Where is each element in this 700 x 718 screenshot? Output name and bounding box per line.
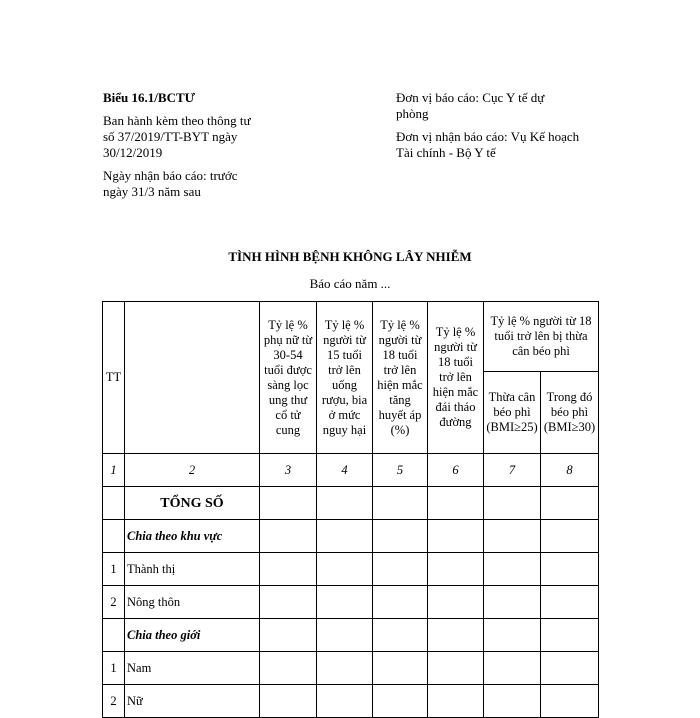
deadline-line-1: Ngày nhận báo cáo: trước (103, 168, 238, 183)
header-col-3: Tỷ lệ % phụ nữ từ 30-54 tuổi được sàng lọc ung thư cổ tử cung (260, 302, 317, 454)
data-cell[interactable] (260, 586, 317, 619)
data-cell[interactable] (428, 520, 484, 553)
data-cell[interactable] (373, 652, 428, 685)
section-sex-row (103, 619, 599, 652)
data-cell[interactable] (260, 652, 317, 685)
data-cell[interactable] (541, 586, 599, 619)
row-label: Thành thị (125, 553, 260, 586)
row-label: Nữ (125, 685, 260, 718)
report-table (102, 301, 599, 718)
table-row (103, 685, 599, 718)
row-number: 2 (103, 685, 125, 718)
data-cell[interactable] (260, 520, 317, 553)
column-number: 1 (103, 454, 125, 487)
issued-line-1: Ban hành kèm theo thông tư (103, 113, 251, 128)
data-cell[interactable] (373, 685, 428, 718)
data-cell[interactable] (541, 487, 599, 520)
receiving-unit-line-2: Tài chính - Bộ Y tế (396, 145, 496, 160)
header-col-5: Tỷ lệ % người từ 18 tuổi trở lên hiện mắc tăng huyết áp (%) (373, 302, 428, 454)
table-row (103, 553, 599, 586)
table-row (103, 652, 599, 685)
report-title: TÌNH HÌNH BỆNH KHÔNG LÂY NHIỄM (228, 249, 472, 264)
section-area-row (103, 520, 599, 553)
data-cell[interactable] (484, 685, 541, 718)
data-cell[interactable] (428, 487, 484, 520)
data-cell[interactable] (541, 652, 599, 685)
section-area-label: Chia theo khu vực (125, 520, 260, 553)
form-code: Biểu 16.1/BCTƯ (103, 90, 195, 105)
data-cell[interactable] (260, 553, 317, 586)
row-number: 2 (103, 586, 125, 619)
issued-line-3: 30/12/2019 (103, 145, 163, 160)
receiving-unit-line-1: Đơn vị nhận báo cáo: Vụ Kế hoạch (396, 129, 580, 144)
header-left (103, 90, 293, 200)
header-right (396, 90, 636, 161)
row-number: 1 (103, 652, 125, 685)
data-cell[interactable] (373, 553, 428, 586)
header-blank (125, 302, 260, 454)
header-col-7-8-group: Tỷ lệ % người từ 18 tuổi trở lên bị thừa cân béo phì (484, 302, 599, 372)
column-number: 5 (373, 454, 428, 487)
column-number-row (103, 454, 599, 487)
issued-line-2: số 37/2019/TT-BYT ngày (103, 129, 238, 144)
column-number: 3 (260, 454, 317, 487)
data-cell[interactable] (317, 685, 373, 718)
data-cell[interactable] (541, 553, 599, 586)
column-number: 2 (125, 454, 260, 487)
reporting-unit-line-1: Đơn vị báo cáo: Cục Y tế dự (396, 90, 545, 105)
report-subtitle: Báo cáo năm ... (309, 276, 391, 291)
data-cell[interactable] (484, 652, 541, 685)
deadline-line-2: ngày 31/3 năm sau (103, 184, 201, 199)
data-cell[interactable] (428, 553, 484, 586)
data-cell[interactable] (317, 487, 373, 520)
total-label: TỔNG SỐ (125, 487, 260, 520)
data-cell[interactable] (428, 652, 484, 685)
data-cell[interactable] (260, 487, 317, 520)
column-number: 4 (317, 454, 373, 487)
section-sex-label: Chia theo giới (125, 619, 260, 652)
data-cell[interactable] (484, 520, 541, 553)
total-row (103, 487, 599, 520)
data-cell[interactable] (260, 685, 317, 718)
data-cell[interactable] (428, 619, 484, 652)
data-cell[interactable] (317, 586, 373, 619)
data-cell[interactable] (484, 619, 541, 652)
row-label: Nông thôn (125, 586, 260, 619)
data-cell[interactable] (484, 553, 541, 586)
data-cell[interactable] (373, 619, 428, 652)
header-col-7: Thừa cân béo phì (BMI≥25) (484, 372, 541, 454)
data-cell[interactable] (317, 619, 373, 652)
data-cell[interactable] (428, 685, 484, 718)
header-col-6: Tỷ lệ % người từ 18 tuổi trở lên hiện mắc đái tháo đường (428, 302, 484, 454)
row-label: Nam (125, 652, 260, 685)
table-row (103, 586, 599, 619)
data-cell[interactable] (373, 520, 428, 553)
header-col-4: Tỷ lệ % người từ 15 tuổi trở lên uống rượu, bia ở mức nguy hại (317, 302, 373, 454)
column-number: 8 (541, 454, 599, 487)
data-cell[interactable] (373, 586, 428, 619)
data-cell[interactable] (260, 619, 317, 652)
reporting-unit-line-2: phòng (396, 106, 429, 121)
header-tt: TT (103, 302, 125, 454)
column-number: 7 (484, 454, 541, 487)
row-number: 1 (103, 553, 125, 586)
data-cell[interactable] (317, 652, 373, 685)
header-col-8: Trong đó béo phì (BMI≥30) (541, 372, 599, 454)
data-cell[interactable] (317, 520, 373, 553)
data-cell[interactable] (541, 520, 599, 553)
data-cell[interactable] (541, 685, 599, 718)
column-number: 6 (428, 454, 484, 487)
data-cell[interactable] (317, 553, 373, 586)
data-cell[interactable] (428, 586, 484, 619)
data-cell[interactable] (541, 619, 599, 652)
data-cell[interactable] (373, 487, 428, 520)
data-cell[interactable] (484, 487, 541, 520)
data-cell[interactable] (484, 586, 541, 619)
